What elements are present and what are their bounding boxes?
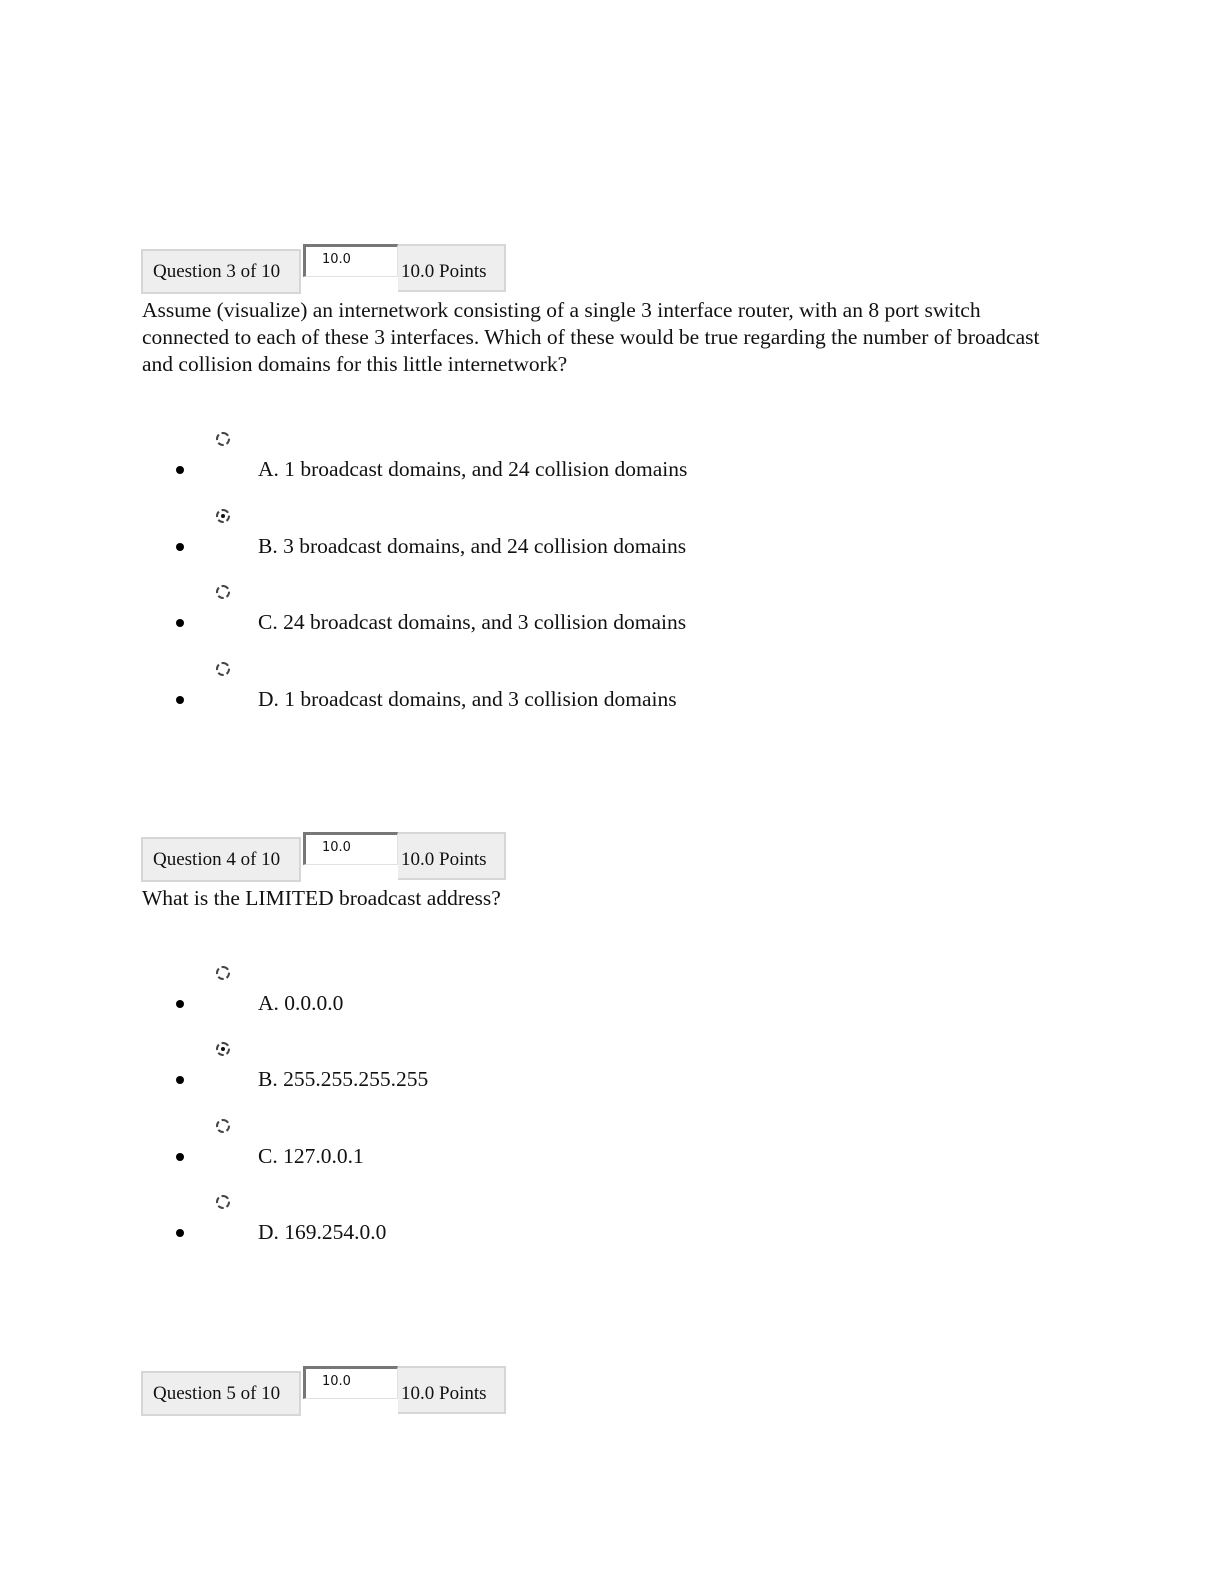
question-label: Question 3 of 10 xyxy=(141,249,301,294)
radio-button[interactable] xyxy=(216,585,230,599)
points-label: 10.0 Points xyxy=(398,244,506,292)
points-label: 10.0 Points xyxy=(398,832,506,880)
bullet-icon xyxy=(176,1229,184,1237)
answer-text: A. 1 broadcast domains, and 24 collision domains xyxy=(258,457,688,481)
radio-button[interactable] xyxy=(216,1195,230,1209)
answer-option[interactable] xyxy=(0,1195,1224,1255)
question-label: Question 4 of 10 xyxy=(141,837,301,882)
answer-option[interactable] xyxy=(0,966,1224,1026)
bullet-icon xyxy=(176,1000,184,1008)
answer-text: C. 127.0.0.1 xyxy=(258,1144,364,1168)
radio-button[interactable] xyxy=(216,432,230,446)
points-label: 10.0 Points xyxy=(398,1366,506,1414)
radio-button[interactable] xyxy=(216,966,230,980)
answer-option[interactable] xyxy=(0,585,1224,645)
answer-option[interactable] xyxy=(0,1119,1224,1179)
answer-option[interactable] xyxy=(0,432,1224,492)
question-4-header xyxy=(141,832,511,882)
answer-text: D. 1 broadcast domains, and 3 collision domains xyxy=(258,687,677,711)
question-4-text: What is the LIMITED broadcast address? xyxy=(142,886,501,910)
radio-button[interactable] xyxy=(216,1119,230,1133)
question-3-text: Assume (visualize) an internetwork consisting of a single 3 interface router, with an 8 port switch connected to each of these 3 interfaces. Which of these would be true regarding the number of broadcast and collision domains for this little internetwork? xyxy=(142,298,1040,376)
answer-text: B. 255.255.255.255 xyxy=(258,1067,429,1091)
answer-text: A. 0.0.0.0 xyxy=(258,991,344,1015)
answer-option[interactable] xyxy=(0,509,1224,569)
bullet-icon xyxy=(176,1076,184,1084)
radio-button-selected[interactable] xyxy=(216,1042,230,1056)
answer-text: C. 24 broadcast domains, and 3 collision domains xyxy=(258,610,687,634)
bullet-icon xyxy=(176,696,184,704)
answer-option[interactable] xyxy=(0,662,1224,722)
question-3-header xyxy=(141,244,511,294)
radio-button[interactable] xyxy=(216,662,230,676)
bullet-icon xyxy=(176,1153,184,1161)
question-5-header xyxy=(141,1366,511,1416)
answer-text: B. 3 broadcast domains, and 24 collision domains xyxy=(258,534,687,558)
bullet-icon xyxy=(176,543,184,551)
radio-button-selected[interactable] xyxy=(216,509,230,523)
score-field[interactable]: 10.0 xyxy=(303,244,398,277)
answer-option[interactable] xyxy=(0,1042,1224,1102)
score-field[interactable]: 10.0 xyxy=(303,832,398,865)
answer-text: D. 169.254.0.0 xyxy=(258,1220,387,1244)
bullet-icon xyxy=(176,619,184,627)
bullet-icon xyxy=(176,466,184,474)
question-label: Question 5 of 10 xyxy=(141,1371,301,1416)
score-field[interactable]: 10.0 xyxy=(303,1366,398,1399)
